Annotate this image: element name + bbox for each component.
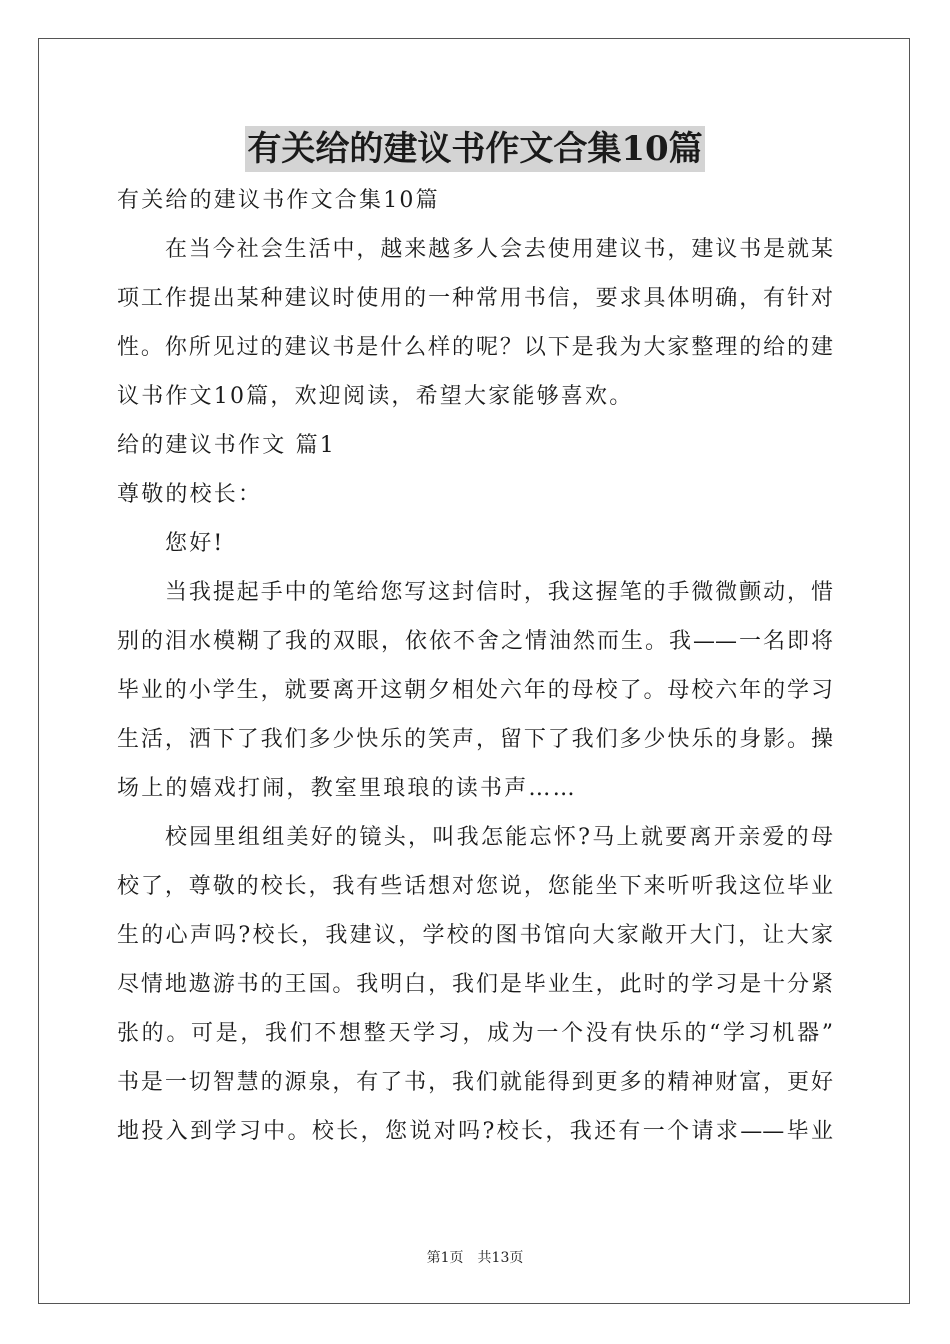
page-footer (0, 1247, 950, 1267)
paragraph-line: 别的泪水模糊了我的双眼，依依不舍之情油然而生。我——一名即将 (117, 629, 833, 654)
intro-line: 议书作文10篇，欢迎阅读，希望大家能够喜欢。 (117, 384, 634, 409)
document-subtitle: 有关给的建议书作文合集10篇 (117, 188, 440, 213)
document-body (117, 176, 833, 1156)
page-number: 第1页 (426, 1250, 464, 1266)
paragraph-line: 校了，尊敬的校长，我有些话想对您说，您能坐下来听听我这位毕业 (117, 874, 833, 899)
document-title: 有关给的建议书作文合集10篇 (0, 126, 950, 172)
page-total: 共13页 (477, 1250, 524, 1266)
section-heading: 给的建议书作文 篇1 (117, 433, 336, 458)
paragraph-line: 当我提起手中的笔给您写这封信时，我这握笔的手微微颤动，惜 (165, 580, 833, 605)
paragraph-line: 生的心声吗?校长，我建议，学校的图书馆向大家敞开大门，让大家 (117, 923, 833, 948)
paragraph-line: 地投入到学习中。校长，您说对吗?校长，我还有一个请求——毕业 (117, 1119, 833, 1144)
paragraph-line: 毕业的小学生，就要离开这朝夕相处六年的母校了。母校六年的学习 (117, 678, 833, 703)
salutation: 尊敬的校长： (117, 482, 263, 507)
paragraph-line: 尽情地遨游书的王国。我明白，我们是毕业生，此时的学习是十分紧 (117, 972, 833, 997)
paragraph-line: 校园里组组美好的镜头，叫我怎能忘怀?马上就要离开亲爱的母 (165, 825, 833, 850)
paragraph-line: 生活，洒下了我们多少快乐的笑声，留下了我们多少快乐的身影。操 (117, 727, 833, 752)
paragraph-line: 张的。可是，我们不想整天学习，成为一个没有快乐的“学习机器” (117, 1021, 833, 1046)
intro-line: 在当今社会生活中，越来越多人会去使用建议书，建议书是就某 (165, 237, 833, 262)
intro-line: 项工作提出某种建议时使用的一种常用书信，要求具体明确，有针对 (117, 286, 833, 311)
intro-line: 性。你所见过的建议书是什么样的呢？以下是我为大家整理的给的建 (117, 335, 833, 360)
paragraph-line: 书是一切智慧的源泉，有了书，我们就能得到更多的精神财富，更好 (117, 1070, 833, 1095)
greeting: 您好! (165, 531, 225, 556)
paragraph-line: 场上的嬉戏打闹，教室里琅琅的读书声…… (117, 776, 577, 801)
